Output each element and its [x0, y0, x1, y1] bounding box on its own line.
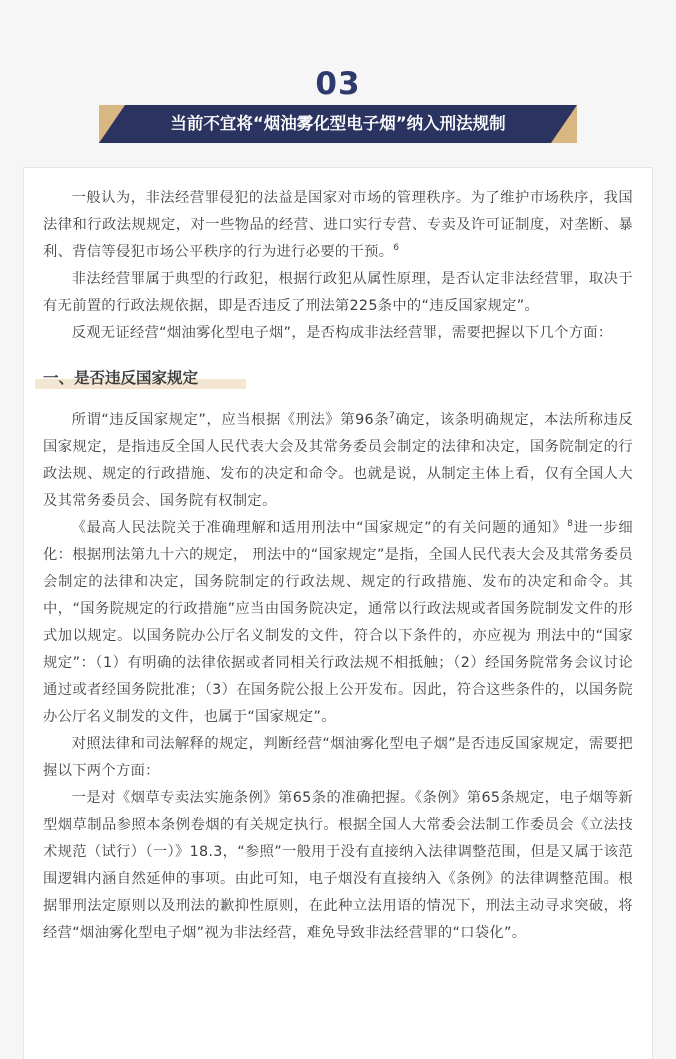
footnote-ref-8[interactable]: 8	[567, 519, 574, 530]
intro-paragraph-2: 非法经营罪属于典型的行政犯，根据行政犯从属性原理，是否认定非法经营罪，取决于有无前置的行政法规依据，即是否违反了刑法第225条中的“违反国家规定”。	[43, 271, 633, 314]
section-number: 03	[315, 66, 361, 102]
intro-paragraph-3: 反观无证经营“烟油雾化型电子烟”，是否构成非法经营罪，需要把握以下几个方面：	[71, 325, 613, 341]
subsection-heading	[43, 365, 633, 395]
body-paragraph-3: 对照法律和司法解释的规定，判断经营“烟油雾化型电子烟”是否违反国家规定，需要把握以下两个方面：	[43, 736, 633, 779]
intro-paragraph-1: 一般认为，非法经营罪侵犯的法益是国家对市场的管理秩序。为了维护市场秩序，我国法律和行政法规规定，对一些物品的经营、进口实行专营、专卖及许可证制度，对垄断、暴利、背信等侵犯市场公平秩序的行为进行必要的干预。$^6$	[43, 190, 633, 260]
footnote-ref-6[interactable]: 6	[393, 243, 400, 254]
section-title-banner	[99, 105, 577, 143]
body-paragraph-1: 所谓“违反国家规定”，应当根据《刑法》第96条$^7$确定，该条明确规定，本法所称违反国家规定，是指违反全国人民代表大会及其常务委员会制定的法律和决定，国务院制定的行政法规、规定的行政措施、发布的决定和命令。也就是说，从制定主体上看，仅有全国人大及其常务委员会、国务院有权制定。	[43, 411, 633, 509]
subsection-heading-text: 一、是否违反国家规定	[43, 369, 199, 387]
footnote-ref-7[interactable]: 7	[389, 411, 396, 422]
article-body	[43, 185, 633, 947]
body-paragraph-4: 一是对《烟草专卖法实施条例》第65条的准确把握。《条例》第65条规定，电子烟等新型烟草制品参照本条例卷烟的有关规定执行。根据全国人大常委会法制工作委员会《立法技术规范（试行）（一）》18.3，“参照”一般用于没有直接纳入法律调整范围，但是又属于该范围逻辑内涵自然延伸的事项。由此可知，电子烟没有直接纳入《条例》的法律调整范围。根据罪刑法定原则以及刑法的歉抑性原则，在此种立法用语的情况下，刑法主动寻求突破，将经营“烟油雾化型电子烟”视为非法经营，难免导致非法经营罪的“口袋化”。	[43, 790, 633, 941]
body-paragraph-2: 《最高人民法院关于准确理解和适用刑法中“国家规定”的有关问题的通知》$^8$进一步细化：根据刑法第九十六的规定， 刑法中的“国家规定”是指，全国人民代表大会及其常务委员会制定的法律和决定，国务院制定的行政法规、规定的行政措施、发布的决定和命令。其中，“国务院规定的行政措施”应当由国务院决定，通常以行政法规或者国务院制发文件的形式加以规定。以国务院办公厅名义制发的文件，符合以下条件的，亦应视为 刑法中的“国家规定”：（1）有明确的法律依据或者同相关行政法规不相抵触；（2）经国务院常务会议讨论通过或者经国务院批准；（3）在国务院公报上公开发布。因此，符合这些条件的，以国务院办公厅名义制发的文件，也属于“国家规定”。	[43, 519, 634, 725]
section-title: 当前不宜将“烟油雾化型电子烟”纳入刑法规制	[170, 114, 506, 133]
